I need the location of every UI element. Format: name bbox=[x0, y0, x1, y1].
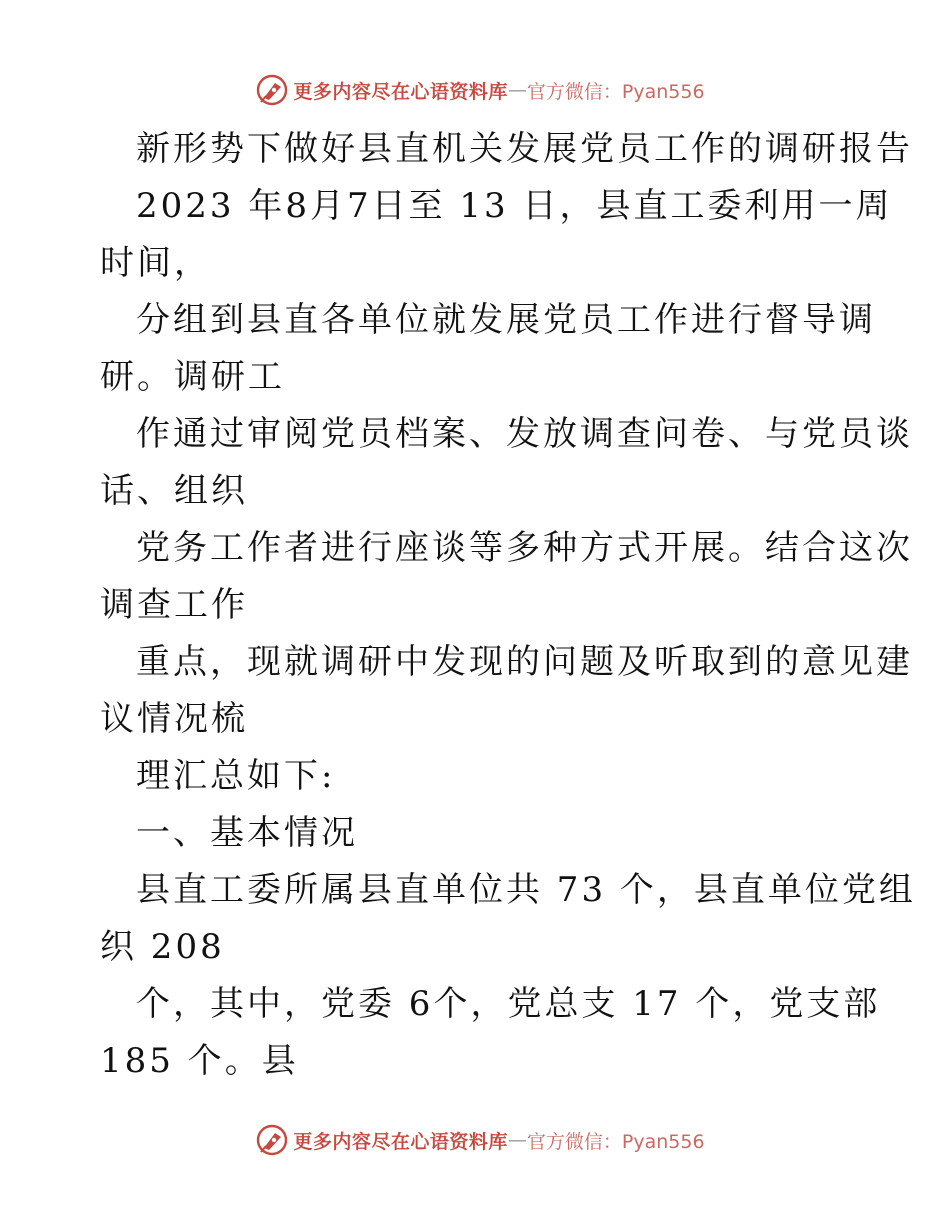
watermark-dash: — bbox=[507, 1129, 527, 1151]
paragraph-line: 话、组织 bbox=[100, 471, 248, 511]
pen-nib-logo-icon bbox=[255, 1123, 289, 1157]
watermark-dash: — bbox=[507, 79, 527, 101]
document-body bbox=[100, 121, 916, 1090]
section-heading: 一、基本情况 bbox=[136, 813, 358, 853]
paragraph-line: 个，其中，党委 6个，党总支 17 个，党支部 bbox=[136, 984, 881, 1024]
paragraph-line: 议情况梳 bbox=[100, 699, 248, 739]
pen-nib-logo-icon bbox=[255, 73, 289, 107]
paragraph-line: 分组到县直各单位就发展党员工作进行督导调 bbox=[136, 300, 876, 340]
document-title: 新形势下做好县直机关发展党员工作的调研报告 bbox=[136, 129, 913, 169]
footer-watermark bbox=[0, 1120, 950, 1160]
paragraph-line: 织 208 bbox=[100, 927, 225, 967]
header-watermark bbox=[0, 70, 950, 110]
watermark-wechat-text: 官方微信：Pyan556 bbox=[526, 80, 705, 103]
paragraph-line: 调查工作 bbox=[100, 585, 248, 625]
paragraph-line: 理汇总如下: bbox=[136, 756, 336, 796]
watermark-wechat-text: 官方微信：Pyan556 bbox=[526, 1130, 705, 1153]
paragraph-line: 研。调研工 bbox=[100, 357, 285, 397]
paragraph-line: 党务工作者进行座谈等多种方式开展。结合这次 bbox=[136, 528, 913, 568]
paragraph-line: 重点，现就调研中发现的问题及听取到的意见建 bbox=[136, 642, 913, 682]
paragraph-line: 作通过审阅党员档案、发放调查问卷、与党员谈 bbox=[136, 414, 913, 454]
watermark-group bbox=[255, 73, 704, 107]
paragraph-line: 2023 年8月7日至 13 日，县直工委利用一周 bbox=[136, 186, 893, 226]
paragraph-line: 县直工委所属县直单位共 73 个，县直单位党组 bbox=[136, 870, 916, 910]
watermark-group bbox=[255, 1123, 704, 1157]
watermark-site-text: 更多内容尽在心语资料库 bbox=[293, 80, 508, 103]
paragraph-line: 185 个。县 bbox=[100, 1041, 299, 1081]
paragraph-line: 时间， bbox=[100, 243, 211, 283]
watermark-site-text: 更多内容尽在心语资料库 bbox=[293, 1130, 508, 1153]
